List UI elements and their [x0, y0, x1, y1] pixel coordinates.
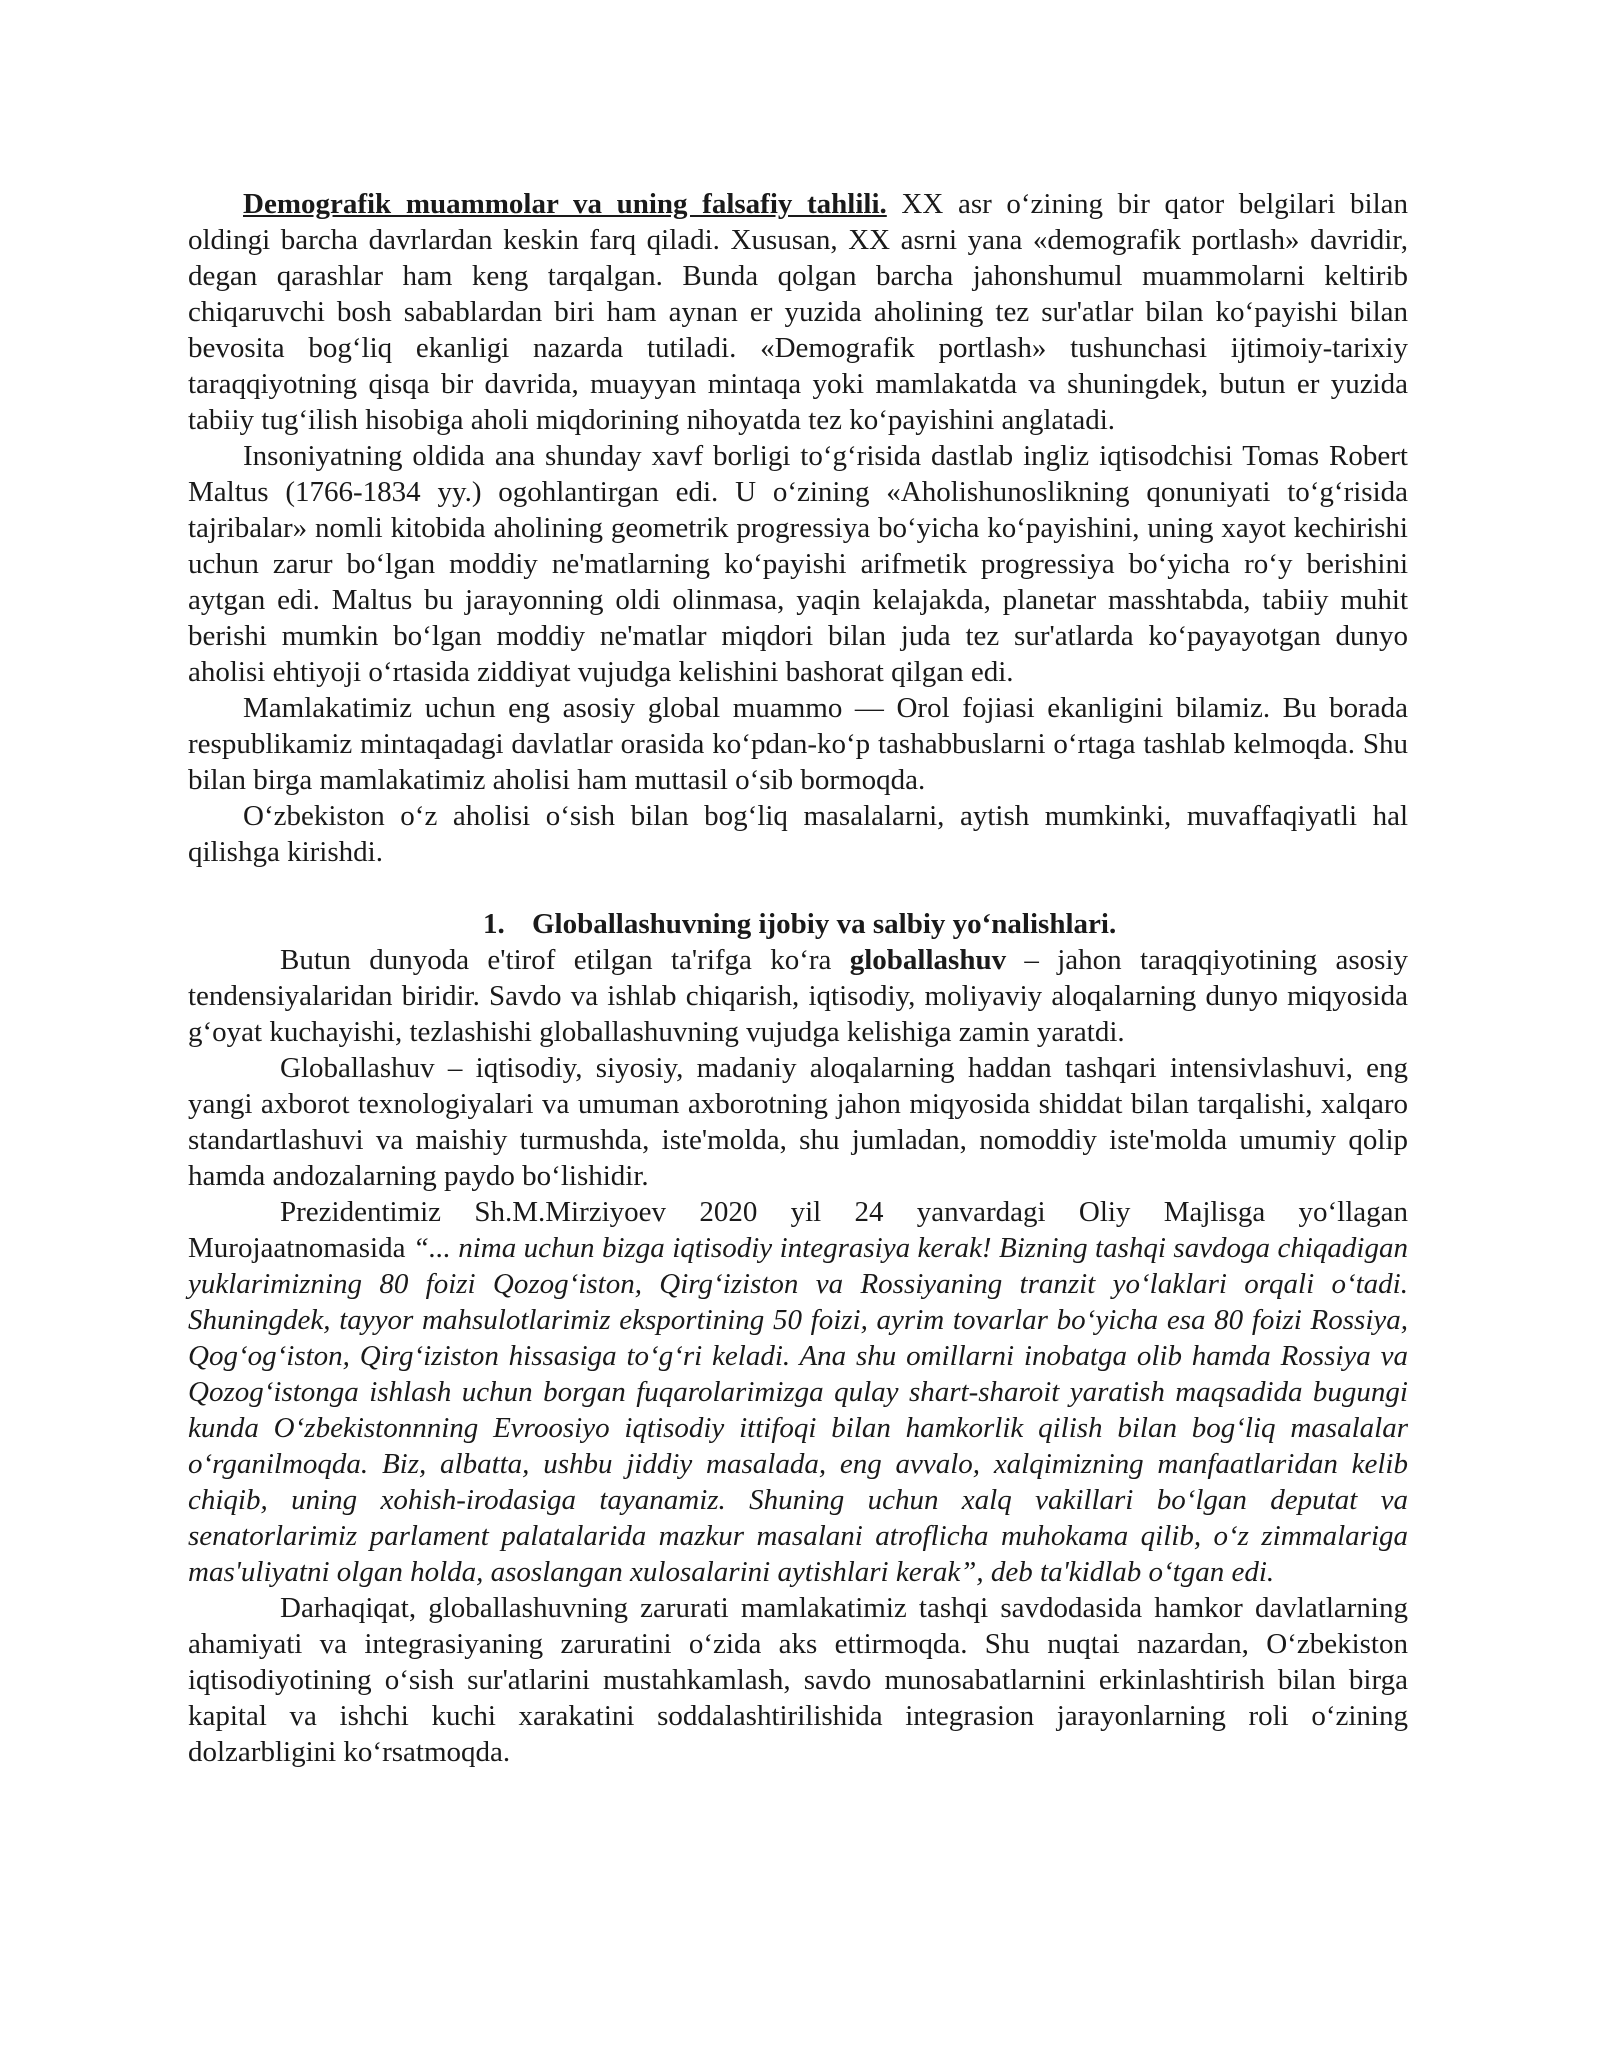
document-page: [188, 186, 1408, 1770]
paragraph-maltus: Insoniyatning oldida ana shunday xavf borligi to‘g‘risida dastlab ingliz iqtisodchisi Tomas Robert Maltus (1766-1834 yy.) ogohlantirgan edi. U o‘zining «Aholishunoslikning qonuniyati to‘g‘risida tajribalar» nomli kitobida aholining geometrik progressiya bo‘yicha ko‘payishini, uning xayot kechirishi uchun zarur bo‘lgan moddiy ne'matlarning ko‘payishi arifmetik progressiya bo‘yicha ro‘y berishini aytgan edi. Maltus bu jarayonning oldi olinmasa, yaqin kelajakda, planetar masshtabda, tabiiy muhit berishi mumkin bo‘lgan moddiy ne'matlar miqdori bilan juda tez sur'atlarda ko‘payayotgan dunyo aholisi ehtiyoji o‘rtasida ziddiyat vujudga kelishini bashorat qilgan edi.: [188, 440, 1408, 688]
paragraph-aral: Mamlakatimiz uchun eng asosiy global muammo — Orol fojiasi ekanligini bilamiz. Bu borada respublikamiz mintaqadagi davlatlar orasida ko‘pdan-ko‘p tashabbuslarni o‘rtaga tashlab kelmoqda. Shu bilan birga mamlakatimiz aholisi ham muttasil o‘sib bormoqda.: [188, 692, 1408, 796]
quote-text: “... nima uchun bizga iqtisodiy integrasiya kerak! Bizning tashqi savdoga chiqadigan yuklarimizning 80 foizi Qozog‘iston, Qirg‘iziston va Rossiyaning tranzit yo‘laklari orqali o‘tadi. Shuningdek, tayyor mahsulotlarimiz eksportining 50 foizi, ayrim tovarlar bo‘yicha esa 80 foizi Rossiya, Qog‘og‘iston, Qirg‘iziston hissasiga to‘g‘ri keladi. Ana shu omillarni inobatga olib hamda Rossiya va Qozog‘istonga ishlash uchun borgan fuqarolarimizga qulay shart-sharoit yaratish maqsadida bugungi kunda O‘zbekistonnning Evroosiyo iqtisodiy ittifoqi bilan hamkorlik qilish bilan bog‘liq masalalar o‘rganilmoqda. Biz, albatta, ushbu jiddiy masalada, eng avvalo, xalqimizning manfaatlaridan kelib chiqib, uning xohish-irodasiga tayanamiz. Shuning uchun xalq vakillari bo‘lgan deputat va senatorlarimiz parlament palatalarida mazkur masalani atroflicha muhokama qilib, o‘z zimmalariga mas'uliyatni olgan holda, asoslangan xulosalarini aytishlari kerak”, deb ta'kidlab o‘tgan edi.: [188, 1232, 1408, 1588]
quote-intro: Prezidentimiz Sh.M.Mirziyoev 2020 yil 24 yanvardagi Oliy Majlisga yo‘llagan Murojaatnomasida: [188, 1196, 1408, 1264]
heading-text: Globallashuvning ijobiy va salbiy yo‘nalishlari.: [532, 908, 1117, 940]
definition-start: Butun dunyoda e'tirof etilgan ta'rifga ko‘ra: [280, 944, 850, 976]
paragraph-uzbekistan: O‘zbekiston o‘z aholisi o‘sish bilan bog‘liq masalalarni, aytish mumkinki, muvaffaqiyatli hal qilishga kirishdi.: [188, 800, 1408, 868]
heading-number: 1.: [483, 908, 505, 940]
section-title: Demografik muammolar va uning falsafiy tahlili.: [243, 188, 887, 220]
definition-end: – jahon taraqqiyotining asosiy tendensiyalaridan biridir. Savdo va ishlab chiqarish, iqtisodiy, moliyaviy aloqalarning dunyo miqyosida g‘oyat kuchayishi, tezlashishi globallashuvning vujudga kelishiga zamin yaratdi.: [188, 944, 1409, 1048]
paragraph-president-quote: [188, 1194, 1408, 1590]
paragraph-globalization-explained: Globallashuv – iqtisodiy, siyosiy, madaniy aloqalarning haddan tashqari intensivlashuvi, eng yangi axborot texnologiyalari va umuman axborotning jahon miqyosida shiddat bilan tarqalishi, xalqaro standartlashuvi va maishiy turmushda, iste'molda, shu jumladan, nomoddiy iste'molda umumiy qolip hamda andozalarning paydo bo‘lishidir.: [188, 1052, 1408, 1192]
paragraph-globalization-definition: [188, 942, 1408, 1050]
definition-term: globallashuv: [849, 944, 1007, 976]
paragraph-conclusion: Darhaqiqat, globallashuvning zarurati mamlakatimiz tashqi savdodasida hamkor davlatlarning ahamiyati va integrasiyaning zaruratini o‘zida aks ettirmoqda. Shu nuqtai nazardan, O‘zbekiston iqtisodiyotining o‘sish sur'atlarini mustahkamlash, savdo munosabatlarnini erkinlashtirish bilan birga kapital va ishchi kuchi xarakatini soddalashtirilishida integrasion jarayonlarning roli o‘zining dolzarbligini ko‘rsatmoqda.: [188, 1592, 1408, 1768]
paragraph-intro-text: XX asr o‘zining bir qator belgilari bilan oldingi barcha davrlardan keskin farq qiladi. Xususan, XX asrni yana «demografik portlash» davridir, degan qarashlar ham keng tarqalgan. Bunda qolgan barcha jahonshumul muammolarni keltirib chiqaruvchi bosh sabablardan biri ham aynan er yuzida aholining tez sur'atlar bilan ko‘payishi bilan bevosita bog‘liq ekanligi nazarda tutiladi. «Demografik portlash» tushunchasi ijtimoiy-tarixiy taraqqiyotning qisqa bir davrida, muayyan mintaqa yoki mamlakatda va shuningdek, butun er yuzida tabiiy tug‘ilish hisobiga aholi miqdorining nihoyatda tez ko‘payishini anglatadi.: [188, 188, 1408, 436]
paragraph-intro: [188, 186, 1408, 438]
section-heading: [188, 906, 1408, 942]
